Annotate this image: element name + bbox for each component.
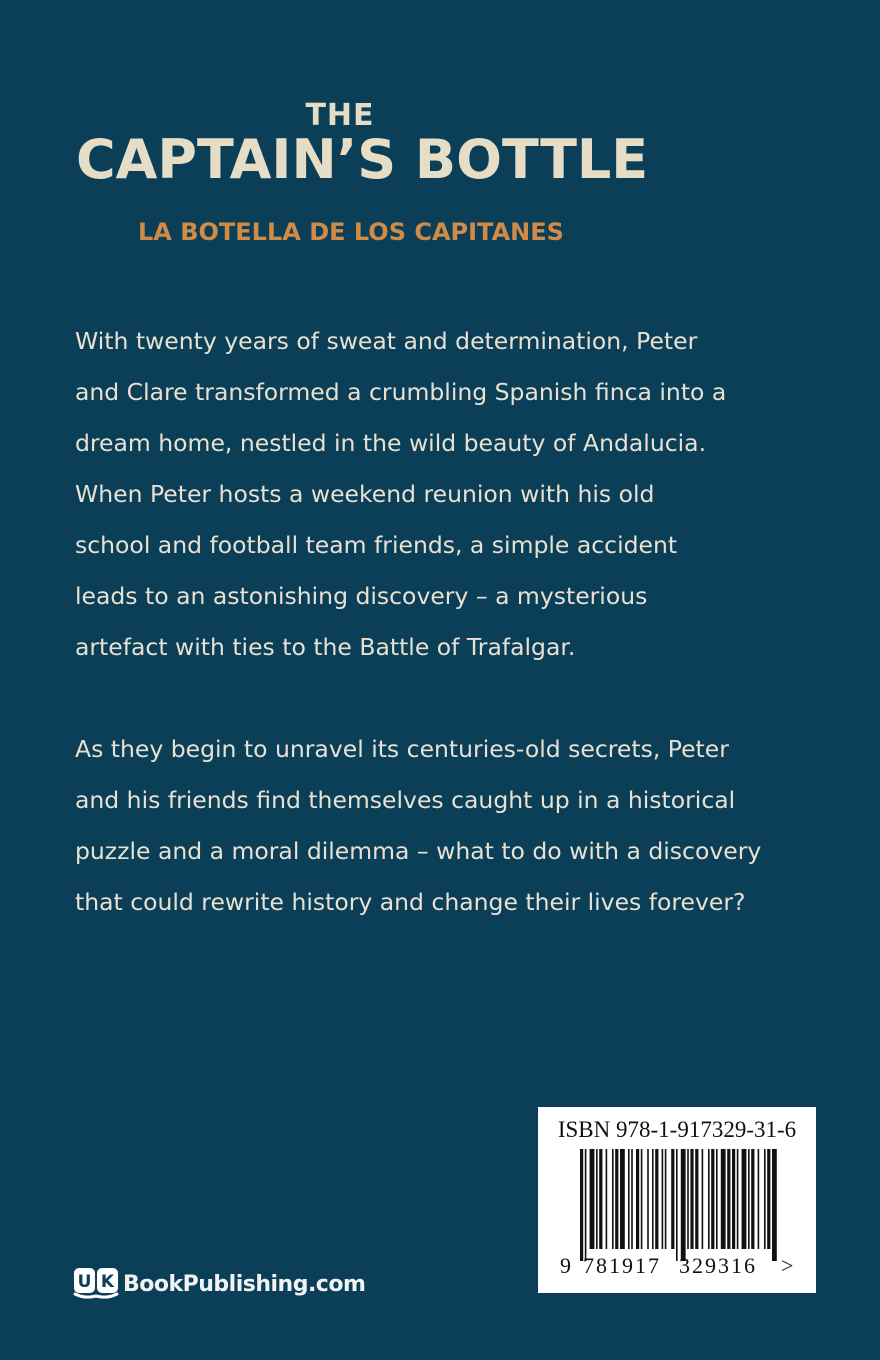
barcode-bar bbox=[655, 1149, 658, 1249]
barcode-bar bbox=[716, 1149, 718, 1249]
barcode-bars bbox=[580, 1149, 777, 1261]
barcode-bar bbox=[702, 1149, 704, 1249]
blurb-paragraph-2 bbox=[75, 724, 775, 928]
barcode-bar bbox=[772, 1149, 777, 1261]
barcode-bar bbox=[665, 1149, 667, 1249]
barcode-bar bbox=[628, 1149, 630, 1249]
barcode-bar bbox=[690, 1149, 693, 1249]
barcode-bar bbox=[711, 1149, 714, 1249]
isbn-barcode bbox=[538, 1107, 816, 1293]
barcode-bar bbox=[636, 1149, 639, 1249]
barcode-bar bbox=[671, 1149, 674, 1249]
barcode-bar bbox=[737, 1149, 739, 1249]
barcode-bar bbox=[585, 1149, 587, 1261]
isbn-label: ISBN 978-1-917329-31-6 bbox=[557, 1117, 797, 1142]
barcode-bar bbox=[590, 1149, 595, 1249]
barcode-bar bbox=[662, 1149, 664, 1249]
blurb-line: puzzle and a moral dilemma – what to do with a discovery bbox=[75, 837, 762, 865]
blurb-line: leads to an astonishing discovery – a mysterious bbox=[75, 582, 648, 610]
barcode-bar bbox=[748, 1149, 750, 1249]
book-title: CAPTAIN’S BOTTLE bbox=[76, 128, 649, 191]
publisher-name: BookPublishing.com bbox=[123, 1271, 366, 1297]
barcode-bar bbox=[751, 1149, 754, 1249]
barcode-bar bbox=[599, 1149, 602, 1249]
book-subtitle: LA BOTELLA DE LOS CAPITANES bbox=[138, 218, 564, 246]
barcode-bar bbox=[615, 1149, 618, 1249]
barcode-bar bbox=[580, 1149, 583, 1261]
barcode-digit-end: > bbox=[781, 1253, 794, 1278]
publisher-logo bbox=[73, 1266, 365, 1302]
barcode-bar bbox=[606, 1149, 608, 1249]
barcode-bar bbox=[676, 1149, 678, 1261]
blurb-line: dream home, nestled in the wild beauty of Andalucia. bbox=[75, 429, 707, 457]
barcode-bar bbox=[641, 1149, 643, 1249]
svg-text:K: K bbox=[100, 1272, 115, 1292]
barcode-bar bbox=[721, 1149, 726, 1249]
blurb-line: artefact with ties to the Battle of Trafalgar. bbox=[75, 633, 576, 661]
blurb-line: school and football team friends, a simple accident bbox=[75, 531, 678, 559]
blurb-line: When Peter hosts a weekend reunion with his old bbox=[75, 480, 655, 508]
barcode-bar bbox=[681, 1149, 686, 1261]
barcode-digit-first: 9 bbox=[560, 1253, 571, 1278]
open-book-icon bbox=[73, 1266, 119, 1302]
barcode-bar bbox=[732, 1149, 735, 1249]
blurb-line: that could rewrite history and change their lives forever? bbox=[75, 888, 746, 916]
barcode-bar bbox=[647, 1149, 649, 1249]
barcode-bar bbox=[620, 1149, 625, 1249]
barcode-bar bbox=[727, 1149, 730, 1249]
blurb-line: and Clare transformed a crumbling Spanish finca into a bbox=[75, 378, 727, 406]
barcode-bar bbox=[596, 1149, 598, 1249]
svg-text:U: U bbox=[77, 1272, 92, 1292]
barcode-bar bbox=[742, 1149, 747, 1249]
barcode-digits-group-1: 781917 bbox=[583, 1253, 661, 1278]
barcode-bar bbox=[767, 1149, 770, 1249]
title-prefix: THE bbox=[305, 98, 375, 133]
barcode-bar bbox=[652, 1149, 654, 1249]
barcode-bar bbox=[687, 1149, 689, 1249]
blurb-line: and his friends find themselves caught up in a historical bbox=[75, 786, 736, 814]
blurb-paragraph-1 bbox=[75, 316, 775, 673]
barcode-digits-group-2: 329316 bbox=[679, 1253, 757, 1278]
barcode-bar bbox=[764, 1149, 766, 1249]
barcode-bar bbox=[758, 1149, 760, 1249]
barcode-bar bbox=[631, 1149, 633, 1249]
barcode-bar bbox=[612, 1149, 614, 1249]
barcode-bar bbox=[708, 1149, 710, 1249]
blurb-line: As they begin to unravel its centuries-old secrets, Peter bbox=[75, 735, 729, 763]
barcode-bar bbox=[695, 1149, 698, 1249]
barcode-graphic bbox=[538, 1107, 816, 1293]
blurb-line: With twenty years of sweat and determination, Peter bbox=[75, 327, 698, 355]
